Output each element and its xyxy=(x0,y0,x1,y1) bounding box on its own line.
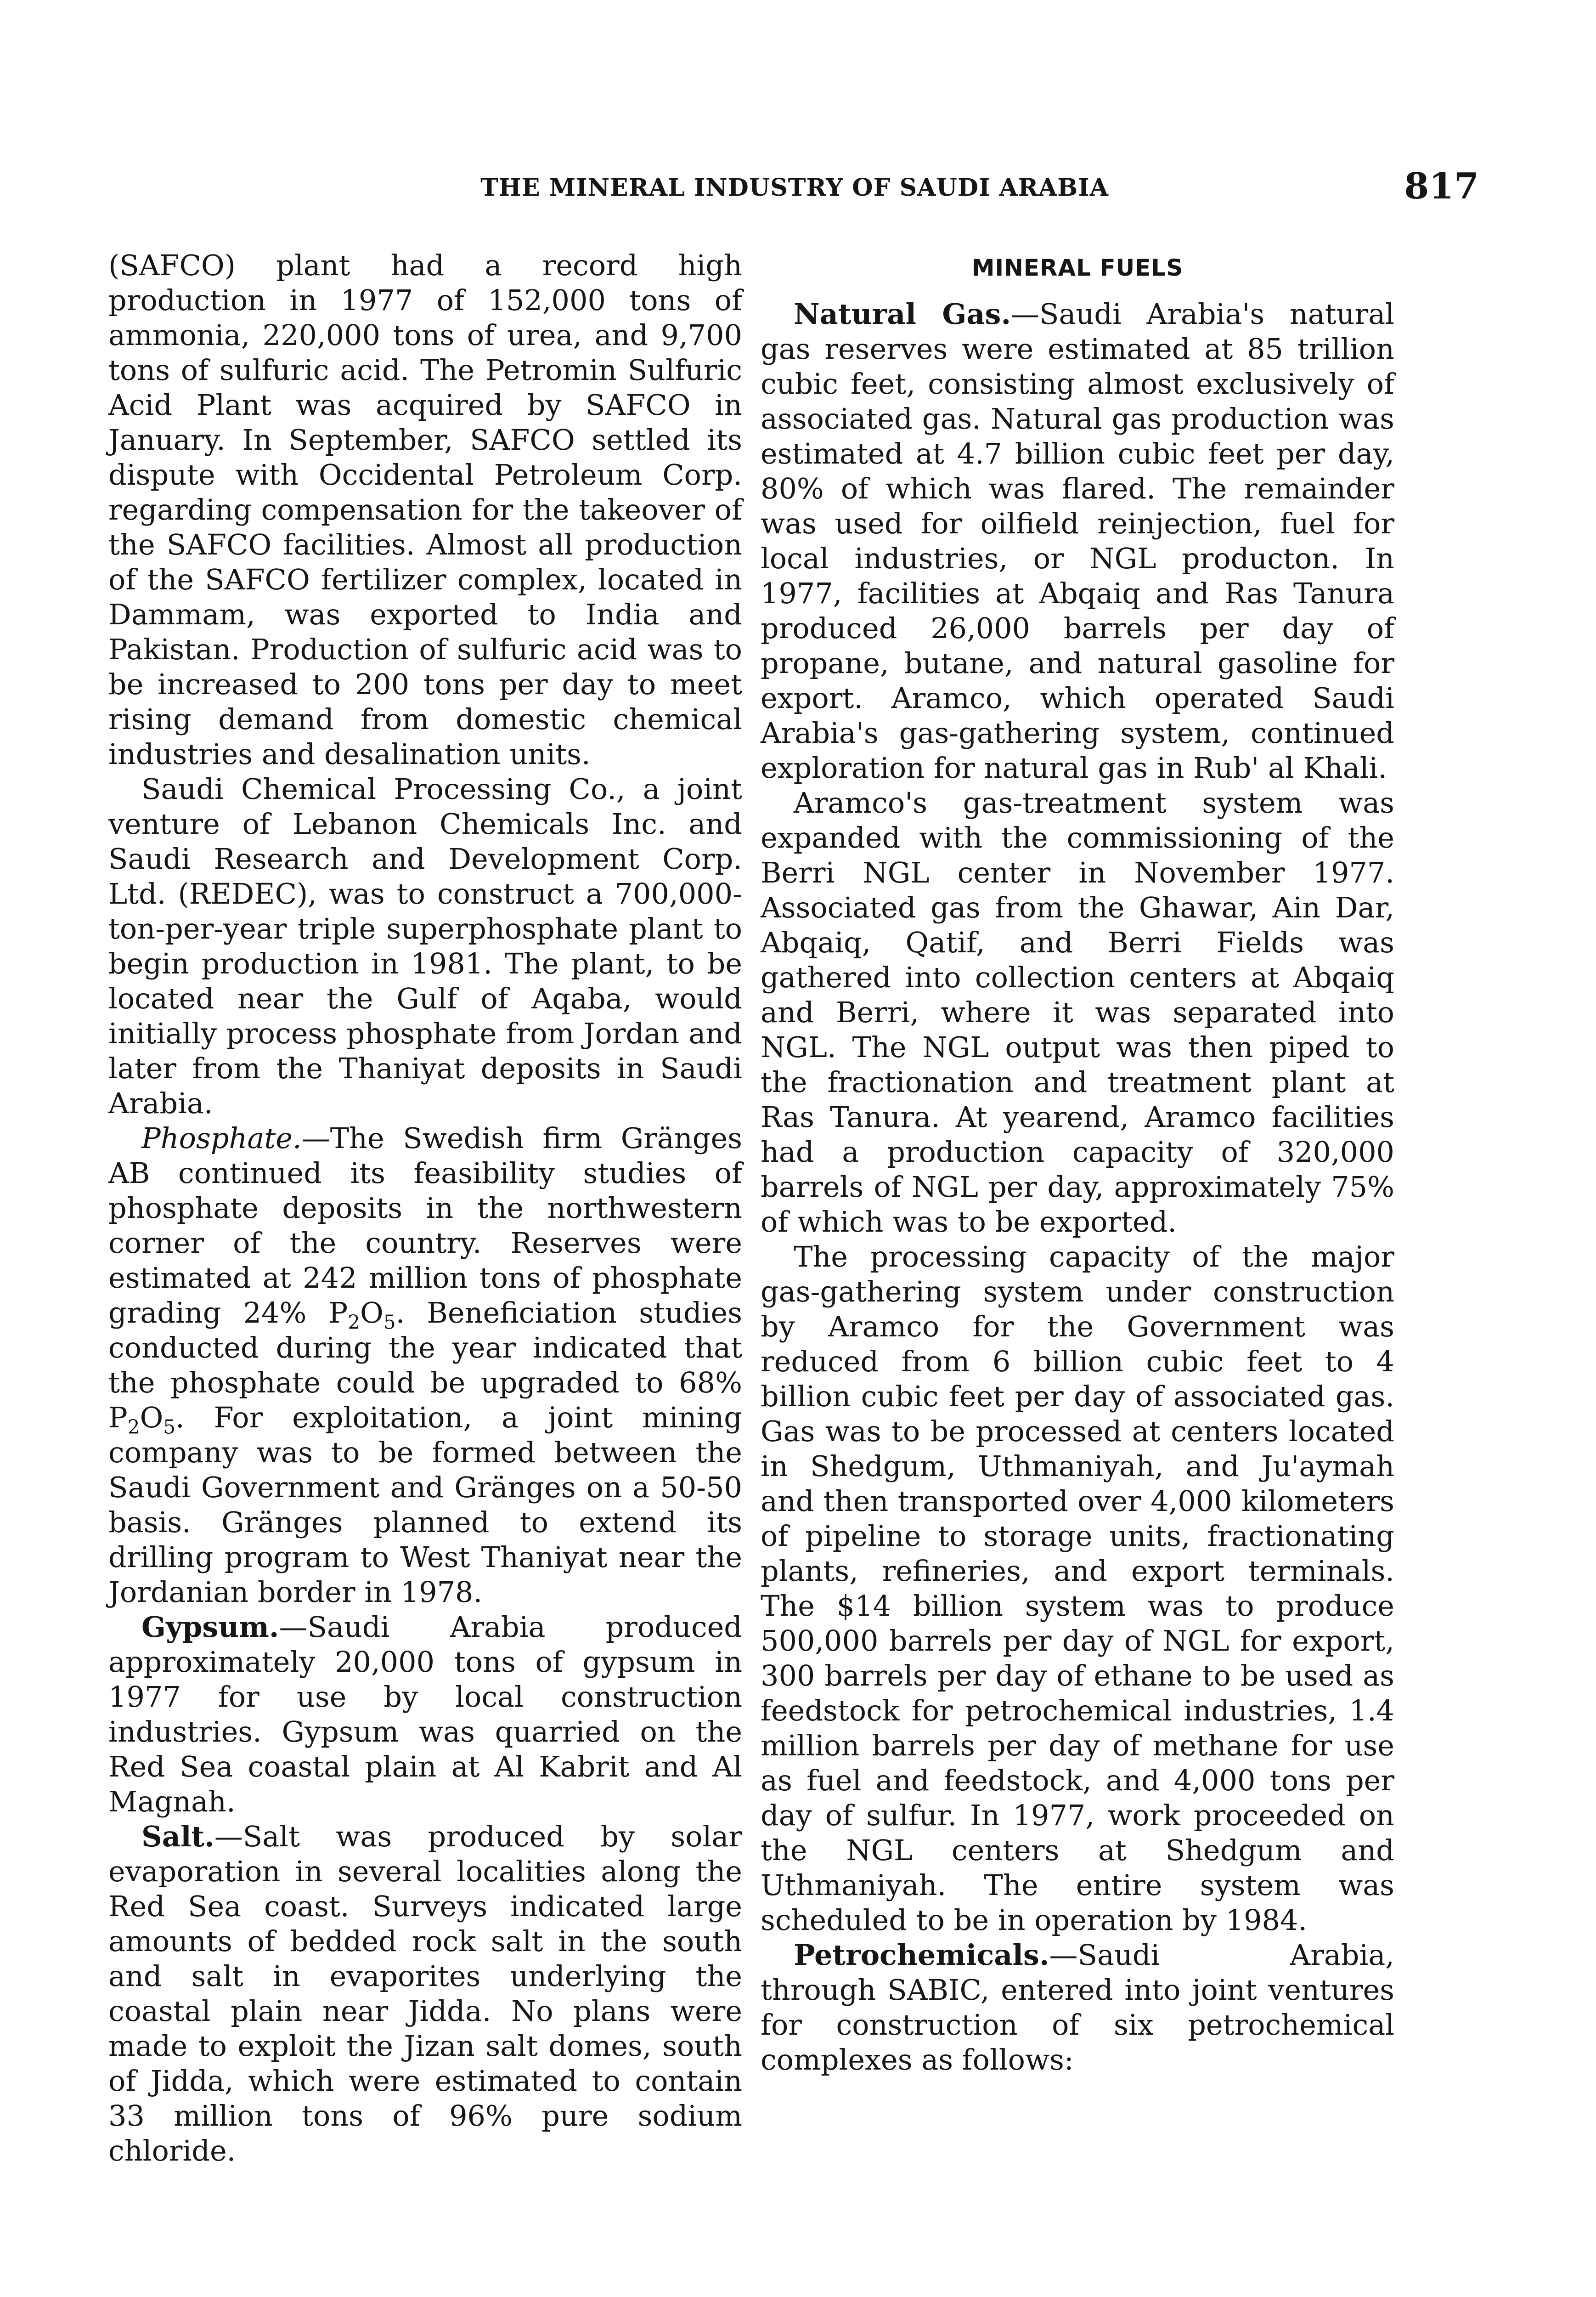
paragraph-aramco: Aramco's gas-treatment system was expanded with the commissioning of the Berri NGL center in November 1977. Associated gas from the Ghawar, Ain Dar, Abqaiq, Qatif, and Berri Fields was gathered into collection centers at Abqaiq and Berri, where it was separated into NGL. The NGL output was then piped to the fractionation and treatment plant at Ras Tanura. At yearend, Aramco facilities had a production capacity of 320,000 barrels of NGL per day, approximately 75% of which was to be exported. xyxy=(761,786,1394,1239)
paragraph-petrochemicals xyxy=(761,1938,1394,2077)
p2o5-subscript-5: 5 xyxy=(383,1311,396,1334)
page-number: 817 xyxy=(1404,165,1479,207)
paragraph-safco: (SAFCO) plant had a record high production in 1977 of 152,000 tons of ammonia, 220,000 tons of urea, and 9,700 tons of sulfuric acid. The Petromin Sulfuric Acid Plant was acquired by SAFCO in January. In September, SAFCO settled its dispute with Occidental Petroleum Corp. regarding compensation for the takeover of the SAFCO facilities. Almost all production of the SAFCO fertilizer complex, located in Dammam, was exported to India and Pakistan. Production of sulfuric acid was to be increased to 200 tons per day to meet rising demand from domestic chemical industries and desalination units. xyxy=(108,249,742,771)
petrochemicals-heading: Petrochemicals. xyxy=(794,1938,1049,1972)
p2o5-subscript-2b: 2 xyxy=(127,1415,140,1438)
section-heading-mineral-fuels: MINERAL FUELS xyxy=(971,255,1184,281)
salt-heading: Salt. xyxy=(141,1820,214,1853)
left-column xyxy=(108,248,742,2168)
gypsum-text: —Saudi Arabia produced approximately 20,000 tons of gypsum in 1977 for use by local construction industries. Gypsum was quarried on the Red Sea coastal plain at Al Kabrit and Al Magnah. xyxy=(108,1610,742,1818)
natural-gas-heading: Natural Gas. xyxy=(794,297,1011,331)
salt-text: —Salt was produced by solar evaporation in several localities along the Red Sea coast. Surveys indicated large amounts of bedded rock salt in the south and salt in evaporites underlying the coastal plain near Jidda. No plans were made to exploit the Jizan salt domes, south of Jidda, which were estimated to contain 33 million tons of 96% pure sodium chloride. xyxy=(108,1820,742,2167)
petrochemicals-text: —Saudi Arabia, through SABIC, entered into joint ventures for construction of six petrochemical complexes as follows: xyxy=(761,1938,1394,2076)
paragraph-natural-gas xyxy=(761,297,1394,786)
paragraph-processing: The processing capacity of the major gas-gathering system under construction by Aramco for the Government was reduced from 6 billion cubic feet to 4 billion cubic feet per day of associated gas. Gas was to be processed at centers located in Shedgum, Uthmaniyah, and Ju'aymah and then transported over 4,000 kilometers of pipeline to storage units, fractionating plants, refineries, and export terminals. The $14 billion system was to produce 500,000 barrels per day of NGL for export, 300 barrels per day of ethane to be used as feedstock for petrochemical industries, 1.4 million barrels per day of methane for use as fuel and feedstock, and 4,000 tons per day of sulfur. In 1977, work proceeded on the NGL centers at Shedgum and Uthmaniyah. The entire system was scheduled to be in operation by 1984. xyxy=(761,1240,1394,1937)
phosphate-text-a: —The Swedish firm Gränges AB continued its feasibility studies of phosphate deposits in the northwestern corner of the country. Reserves were estimated at 242 million tons of phosphate grading 24% P xyxy=(108,1121,742,1330)
paragraph-phosphate xyxy=(108,1121,742,1610)
p2o5-subscript-5b: 5 xyxy=(163,1415,176,1438)
phosphate-heading: Phosphate. xyxy=(141,1121,302,1155)
gypsum-heading: Gypsum. xyxy=(141,1610,279,1644)
paragraph-gypsum xyxy=(108,1610,742,1819)
natural-gas-text: —Saudi Arabia's natural gas reserves were estimated at 85 trillion cubic feet, consisting almost exclusively of associated gas. Natural gas production was estimated at 4.7 billion cubic feet per day, 80% of which was flared. The remainder was used for oilfield reinjection, fuel for local industries, or NGL producton. In 1977, facilities at Abqaiq and Ras Tanura produced 26,000 barrels per day of propane, butane, and natural gasoline for export. Aramco, which operated Saudi Arabia's gas-gathering system, continued exploration for natural gas in Rub' al Khali. xyxy=(761,297,1394,785)
running-header xyxy=(110,165,1479,216)
p2o5-oxygen: O xyxy=(360,1296,383,1330)
phosphate-text-c: . For exploitation, a joint mining company was to be formed between the Saudi Government and Gränges on a 50-50 basis. Gränges planned to extend its drilling program to West Thaniyat near the Jordanian border in 1978. xyxy=(108,1401,742,1609)
p2o5-oxygen-b: O xyxy=(140,1401,164,1434)
running-title: THE MINERAL INDUSTRY OF SAUDI ARABIA xyxy=(480,174,1109,202)
p2o5-subscript-2: 2 xyxy=(348,1311,360,1334)
paragraph-salt xyxy=(108,1819,742,2168)
phosphate-text-b: . Beneficiation studies conducted during the year indicated that the phosphate could be upgraded to 68% P xyxy=(108,1296,742,1434)
paragraph-saudi-chemical: Saudi Chemical Processing Co., a joint venture of Lebanon Chemicals Inc. and Saudi Research and Development Corp. Ltd. (REDEC), was to construct a 700,000-ton-per-year triple superphosphate plant to begin production in 1981. The plant, to be located near the Gulf of Aqaba, would initially process phosphate from Jordan and later from the Thaniyat deposits in Saudi Arabia. xyxy=(108,772,742,1120)
right-column xyxy=(761,248,1394,2077)
